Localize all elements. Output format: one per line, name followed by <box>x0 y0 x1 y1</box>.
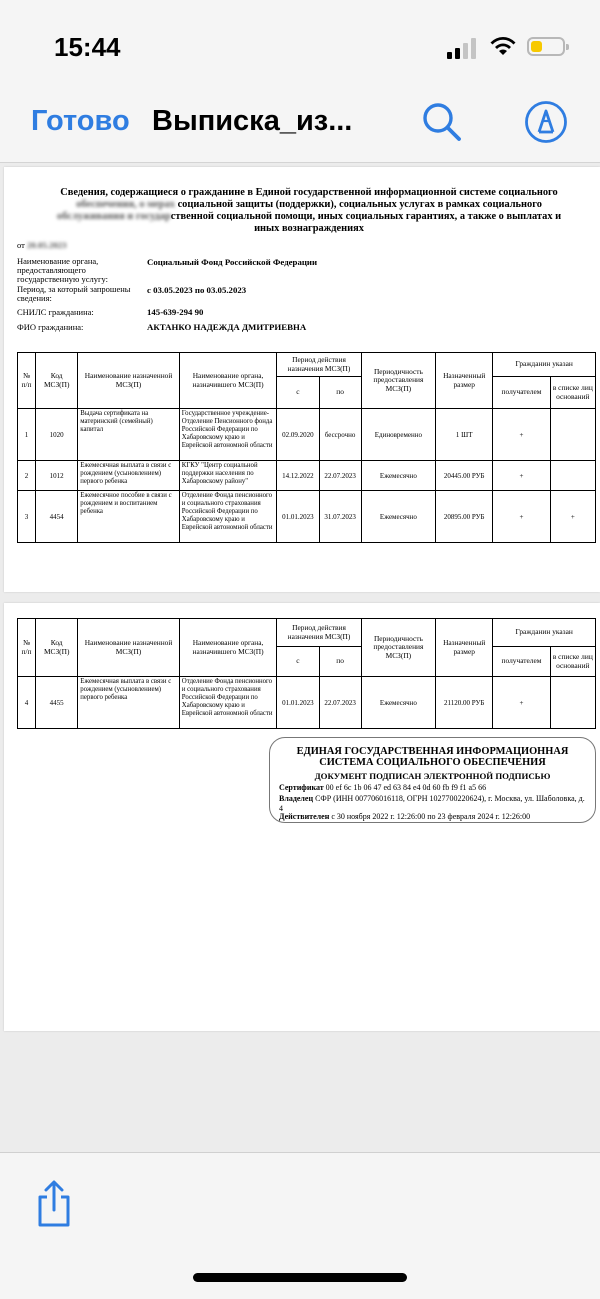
header-code: Код МСЗ(П) <box>36 619 78 677</box>
header-amount: Назначенный размер <box>436 619 493 677</box>
status-time: 15:44 <box>54 32 121 62</box>
cellular-signal-icon <box>447 37 477 59</box>
header-recipient: получателем <box>493 647 550 677</box>
header-name: Наименование назначенной МСЗ(П) <box>78 619 180 677</box>
header-org: Наименование органа, назначившего МСЗ(П) <box>179 353 277 409</box>
header-period: Период действия назначения МСЗ(П) <box>277 353 361 377</box>
document-date: от 20.05.2023 <box>17 240 67 250</box>
period-value: с 03.05.2023 по 03.05.2023 <box>147 285 247 295</box>
document-title: Выписка_из... <box>152 105 353 137</box>
snils-label: СНИЛС гражданина: <box>17 307 94 317</box>
header-period: Период действия назначения МСЗ(П) <box>277 619 361 647</box>
org-label: Наименование органа, предоставляющего государственную услугу: <box>17 256 109 284</box>
snils-value: 145-639-294 90 <box>147 307 204 317</box>
header-in-list: в списке лиц оснований <box>550 377 595 409</box>
msz-table-continued <box>17 618 596 729</box>
document-heading: Сведения, содержащиеся о гражданине в Единой государственной информационной системе социального обеспечения, о мерах социальной защиты (поддержки), социальных услугах в рамках социального обслуживания и государственной социальной помощи, иных социальных гарантиях, а также о выплатах и иных вознаграждениях <box>56 187 562 234</box>
stamp-signed: ДОКУМЕНТ ПОДПИСАН ЭЛЕКТРОННОЙ ПОДПИСЬЮ <box>314 771 551 781</box>
fio-label: ФИО гражданина: <box>17 322 84 332</box>
header-citizen: Гражданин указан <box>493 353 596 377</box>
table-row: 4 4455 Ежемесячная выплата в связи с рождением (усыновлением) первого ребенка Отделение Фонда пенсионного и социального страхования Российской Федерации по Хабаровскому краю и Еврейской автономной области 01.01.2023 22.07.2023 Ежемесячно 21120.00 РУБ + <box>18 677 596 729</box>
share-icon[interactable] <box>34 1179 74 1229</box>
document-page-1 <box>4 167 600 592</box>
table-row: 3 4454 Ежемесячное пособие в связи с рождением и воспитанием ребенка Отделение Фонда пенсионного и социального страхования Российской Федерации по Хабаровскому краю и Еврейской автономной области 01.01.2023 31.07.2023 Ежемесячно 20895.00 РУБ + + <box>18 491 596 543</box>
stamp-valid: Действителен с 30 ноября 2022 г. 12:26:00 по 23 февраля 2024 г. 12:26:00 <box>279 812 531 821</box>
stamp-title: ЕДИНАЯ ГОСУДАРСТВЕННАЯ ИНФОРМАЦИОННАЯ СИСТЕМА СОЦИАЛЬНОГО ОБЕСПЕЧЕНИЯ <box>296 746 569 768</box>
period-label: Период, за который запрошены сведения: <box>17 284 131 303</box>
header-from: с <box>277 647 319 677</box>
header-from: с <box>277 377 319 409</box>
done-button[interactable]: Готово <box>31 105 130 137</box>
header-num: № п/п <box>18 353 36 409</box>
fio-value: АКТАНКО НАДЕЖДА ДМИТРИЕВНА <box>147 322 307 332</box>
electronic-signature-stamp <box>269 737 596 823</box>
header-to: по <box>319 647 361 677</box>
stamp-owner: Владелец СФР (ИНН 007706016118, ОГРН 1027700220624), г. Москва, ул. Шаболовка, д. 4 <box>279 794 585 813</box>
status-bar <box>0 0 600 92</box>
stamp-certificate: Сертификат 00 ef 6c 1b 06 47 ed 63 84 e4 0d 60 fb f9 f1 a5 66 <box>279 783 487 792</box>
header-num: № п/п <box>18 619 36 677</box>
header-amount: Назначенный размер <box>436 353 493 409</box>
wifi-icon <box>489 35 517 57</box>
table-row: 1 1020 Выдача сертификата на материнский (семейный) капитал Государственное учреждение-Отделение Пенсионного фонда Российской Федерации по Хабаровскому краю и Еврейской автономной области 02.09.2020 бессрочно Единовременно 1 ШТ + <box>18 409 596 461</box>
header-org: Наименование органа, назначившего МСЗ(П) <box>179 619 277 677</box>
header-to: по <box>319 377 361 409</box>
header-periodicity: Периодичность предоставления МСЗ(П) <box>361 619 435 677</box>
header-in-list: в списке лиц оснований <box>550 647 595 677</box>
navigation-bar <box>0 92 600 163</box>
header-name: Наименование назначенной МСЗ(П) <box>78 353 180 409</box>
header-recipient: получателем <box>493 377 550 409</box>
document-page-2 <box>4 603 600 1031</box>
battery-icon <box>527 37 565 56</box>
msz-table <box>17 352 596 543</box>
table-row: 2 1012 Ежемесячная выплата в связи с рождением (усыновлением) первого ребенка КГКУ "Центр социальной поддержки населения по Хабаровскому району" 14.12.2022 22.07.2023 Ежемесячно 20445.00 РУБ + <box>18 461 596 491</box>
search-icon[interactable] <box>420 100 464 144</box>
header-code: Код МСЗ(П) <box>36 353 78 409</box>
markup-pen-icon[interactable] <box>524 100 568 144</box>
org-value: Социальный Фонд Российской Федерации <box>147 257 318 267</box>
header-periodicity: Периодичность предоставления МСЗ(П) <box>361 353 435 409</box>
header-citizen: Гражданин указан <box>493 619 596 647</box>
home-indicator[interactable] <box>193 1273 407 1282</box>
bottom-toolbar <box>0 1152 600 1299</box>
